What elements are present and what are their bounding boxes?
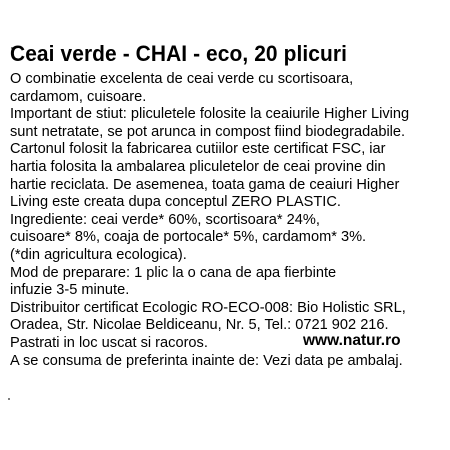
distributor-address: Oradea, Str. Nicolae Beldiceanu, Nr. 5, Tel.: 0721 902 216. xyxy=(10,317,389,334)
storage-instructions: Pastrati in loc uscat si racoros. xyxy=(10,334,208,351)
print-speck xyxy=(8,398,10,400)
ingredients-line: cuisoare* 8%, coaja de portocale* 5%, cardamom* 3%. xyxy=(10,229,367,246)
website-link[interactable]: www.natur.ro xyxy=(303,331,401,349)
description-line: O combinatie excelenta de ceai verde cu scortisoara, xyxy=(10,71,354,87)
distributor-line: Distribuitor certificat Ecologic RO-ECO-008: Bio Holistic SRL, xyxy=(10,299,406,316)
description-line: Important de stiut: pliculetele folosite la ceaiurile Higher Living xyxy=(10,106,410,123)
description-line: cardamom, cuisoare. xyxy=(10,88,147,105)
preparation-line: Mod de preparare: 1 plic la o cana de apa fierbinte xyxy=(10,264,337,281)
preparation-line: infuzie 3-5 minute. xyxy=(10,282,130,299)
description-line: hartia folosita la ambalarea pliculetelor de ceai provine din xyxy=(10,158,386,175)
product-description xyxy=(10,71,448,370)
storage-row xyxy=(10,331,448,353)
description-line: Cartonul folosit la fabricarea cutiilor este certificat FSC, iar xyxy=(10,141,386,158)
expiry-note: A se consuma de preferinta inainte de: Vezi data pe ambalaj. xyxy=(10,352,403,369)
description-line: Living este creata dupa conceptul ZERO PLASTIC. xyxy=(10,194,341,211)
product-title: Ceai verde - CHAI - eco, 20 plicuri xyxy=(10,41,348,66)
ingredients-note: (*din agricultura ecologica). xyxy=(10,246,187,263)
description-line: sunt netratate, se pot arunca in compost fiind biodegradabile. xyxy=(10,123,406,140)
description-line: hartie reciclata. De asemenea, toata gama de ceaiuri Higher xyxy=(10,176,400,193)
ingredients-line: Ingrediente: ceai verde* 60%, scortisoara* 24%, xyxy=(10,211,320,228)
